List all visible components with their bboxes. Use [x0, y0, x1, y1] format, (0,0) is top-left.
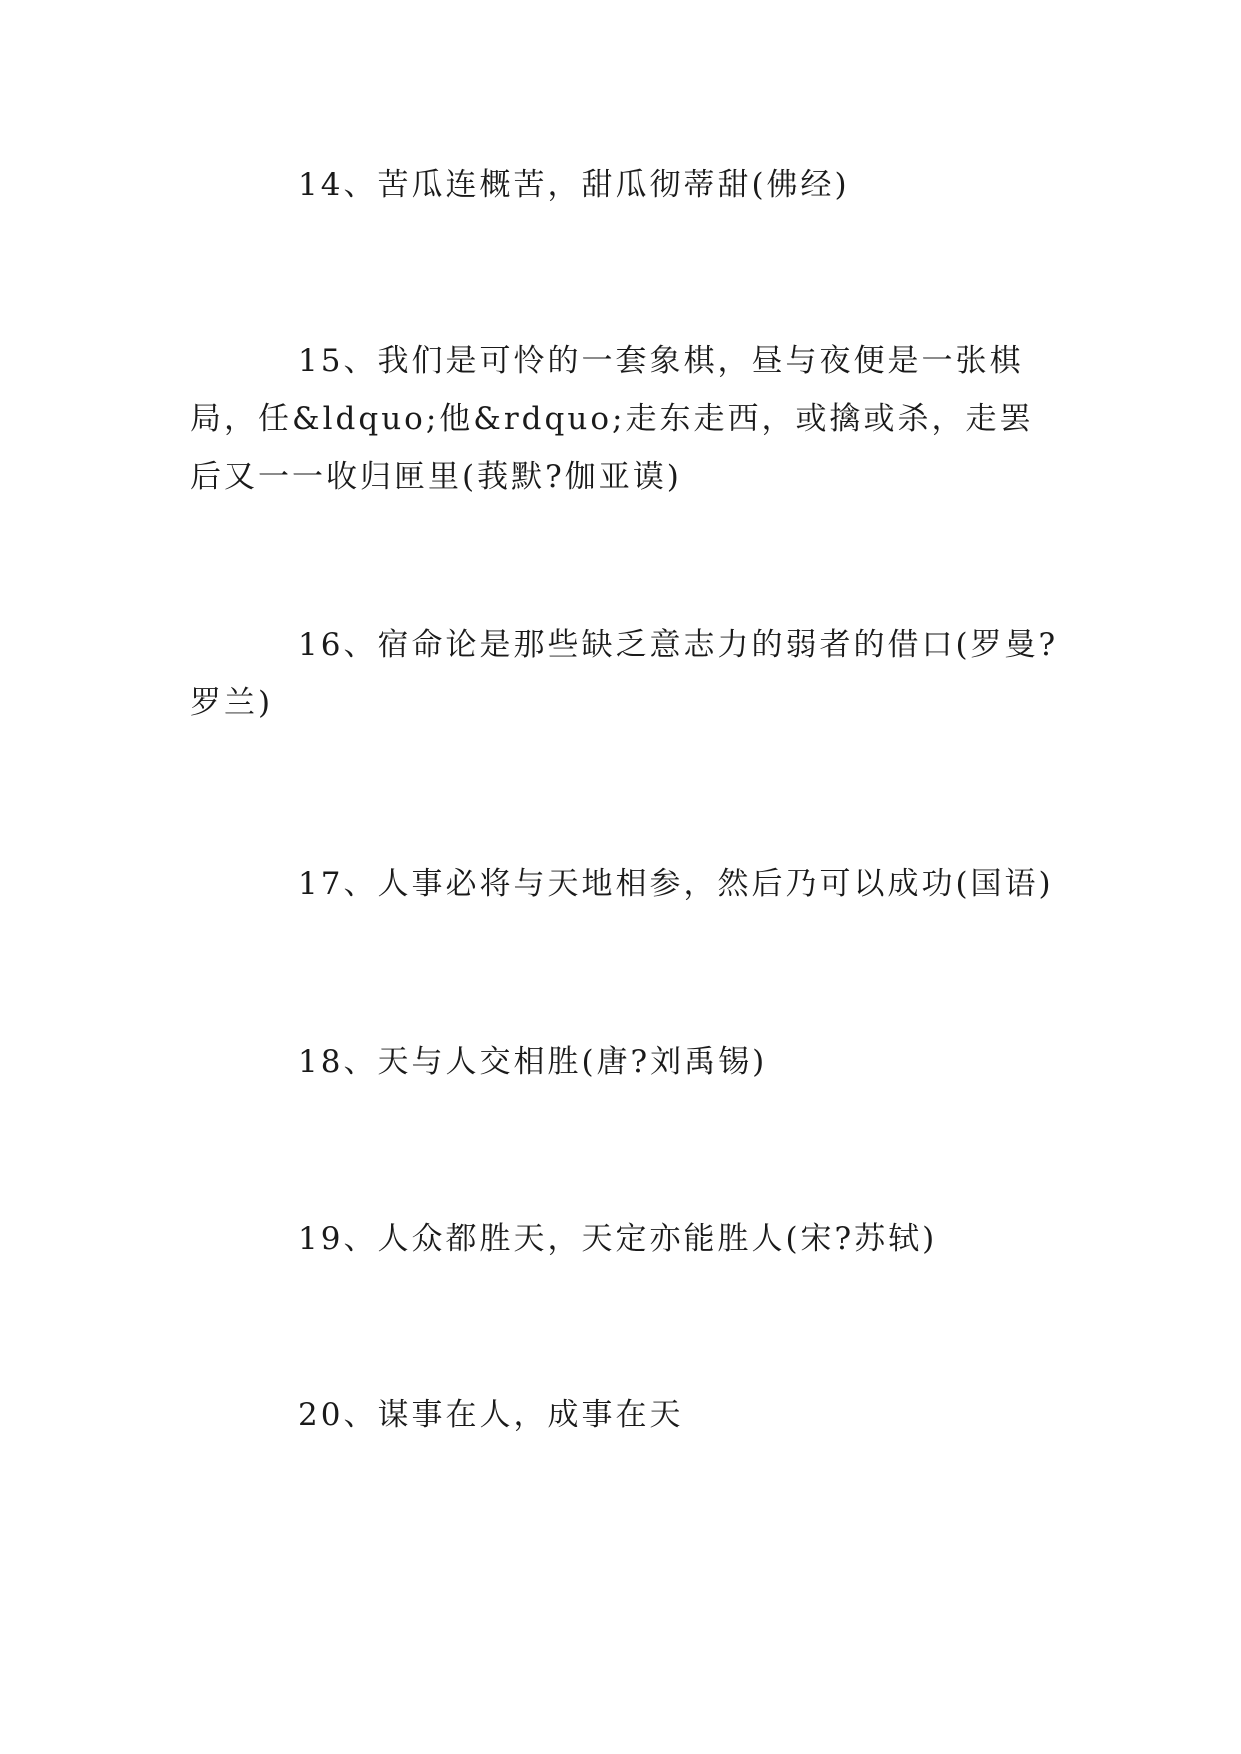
quote-18: 18、天与人交相胜(唐?刘禹锡) [298, 1044, 768, 1080]
quote-20: 20、谋事在人，成事在天 [298, 1397, 684, 1433]
quote-16: 16、宿命论是那些缺乏意志力的弱者的借口(罗曼?罗兰) [190, 627, 1059, 721]
quote-14: 14、苦瓜连概苦，甜瓜彻蒂甜(佛经) [298, 167, 850, 203]
quote-19: 19、人众都胜天，天定亦能胜人(宋?苏轼) [298, 1221, 938, 1257]
quote-15: 15、我们是可怜的一套象棋，昼与夜便是一张棋局，任&ldquo;他&rdquo;走东走西，或擒或杀，走罢后又一一收归匣里(莪默?伽亚谟) [190, 343, 1034, 495]
quote-17: 17、人事必将与天地相参，然后乃可以成功(国语) [298, 866, 1054, 902]
